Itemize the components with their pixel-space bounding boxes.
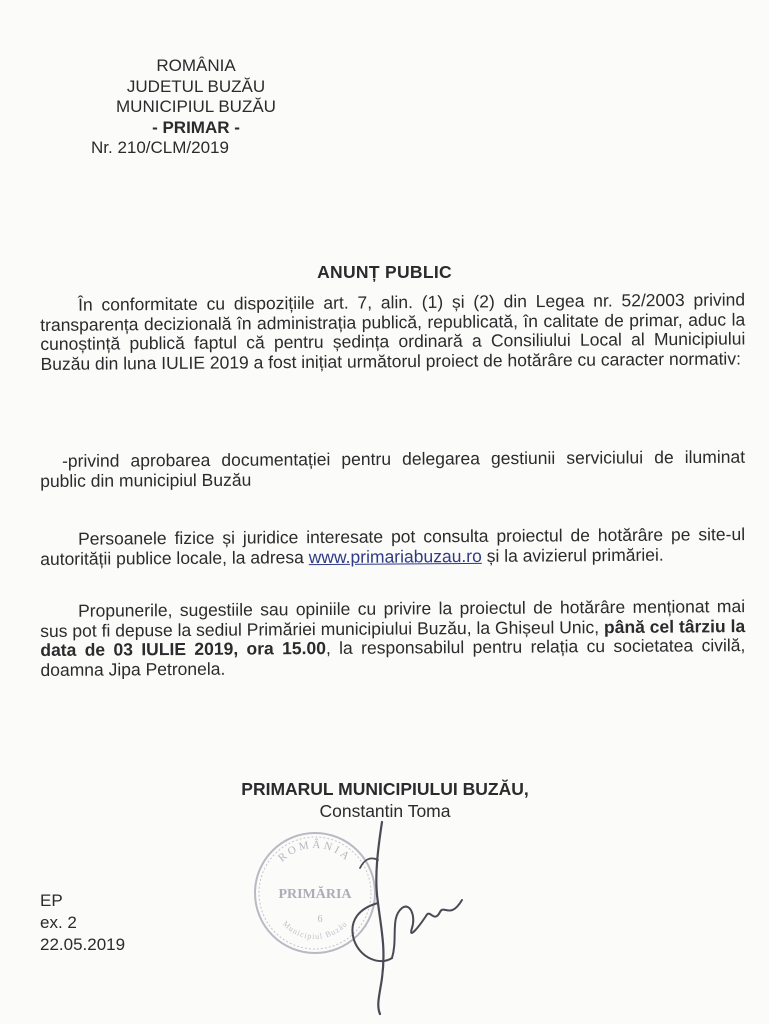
document-title: ANUNȚ PUBLIC xyxy=(317,262,452,282)
proposals-text-after: , la responsabilul pentru relația cu societatea civilă, doamna Jipa Petronela. xyxy=(40,635,746,680)
copies-count: ex. 2 xyxy=(40,913,77,932)
deadline-text: până cel târziu la data de 03 IULIE 2019, ora 15.00 xyxy=(40,615,746,661)
stamp-bottom-text: Municipiul Buzău xyxy=(280,919,350,942)
registration-number: Nr. 210/CLM/2019 xyxy=(91,138,229,157)
consultation-text-after: și la avizierul primăriei. xyxy=(481,544,664,566)
handwritten-signature xyxy=(330,808,480,1018)
mayor-name: Constantin Toma xyxy=(319,801,451,821)
proposals-text xyxy=(40,597,746,680)
stamp-top-text: ROMÂNIA xyxy=(276,838,354,865)
website-link[interactable]: www.primariabuzau.ro xyxy=(308,545,482,567)
stamp-center-text: PRIMĂRIA xyxy=(278,887,352,902)
county-line: JUDETUL BUZĂU xyxy=(126,76,266,96)
consultation-text-before: Persoanele fizice și juridice interesate pot consulta proiectul de hotărâre pe site-ul autorității publice locale, la adresa xyxy=(40,524,746,569)
mayor-title: PRIMARUL MUNICIPIULUI BUZĂU, xyxy=(241,779,529,799)
document-footer xyxy=(40,890,125,956)
author-initials: EP xyxy=(40,891,63,910)
proposals-text-before: Propunerile, sugestiile sau opiniile cu privire la proiectul de hotărâre menționat mai sus pot fi depuse la sediul Primăriei municipiului Buzău, la Ghișeul Unic, xyxy=(40,596,746,641)
intro-paragraph xyxy=(40,290,746,374)
document-date: 22.05.2019 xyxy=(40,935,126,954)
intro-text: În conformitate cu dispozițiile art. 7, alin. (1) și (2) din Legea nr. 52/2003 privind transparența decizională în administrația publică, republicată, în calitate de primar, aduc la cunoștință publică faptul că pentru ședința ordinară a Consiliului Local al Municipiului Buzău din luna IULIE 2019 a fost inițiat următorul proiect de hotărâre cu caracter normativ: xyxy=(40,289,746,374)
project-text: -privind aprobarea documentației pentru delegarea gestiunii serviciului de iluminat public din municipiul Buzău xyxy=(40,446,746,491)
project-paragraph xyxy=(40,448,745,491)
municipality-line: MUNICIPIUL BUZĂU xyxy=(116,97,276,116)
consultation-paragraph xyxy=(40,525,745,569)
proposals-paragraph xyxy=(40,597,746,680)
office-line: - PRIMAR - xyxy=(152,117,240,137)
consultation-text xyxy=(40,525,745,569)
letterhead xyxy=(88,56,304,159)
country-line: ROMÂNIA xyxy=(156,56,236,75)
stamp-number: 6 xyxy=(317,914,323,925)
